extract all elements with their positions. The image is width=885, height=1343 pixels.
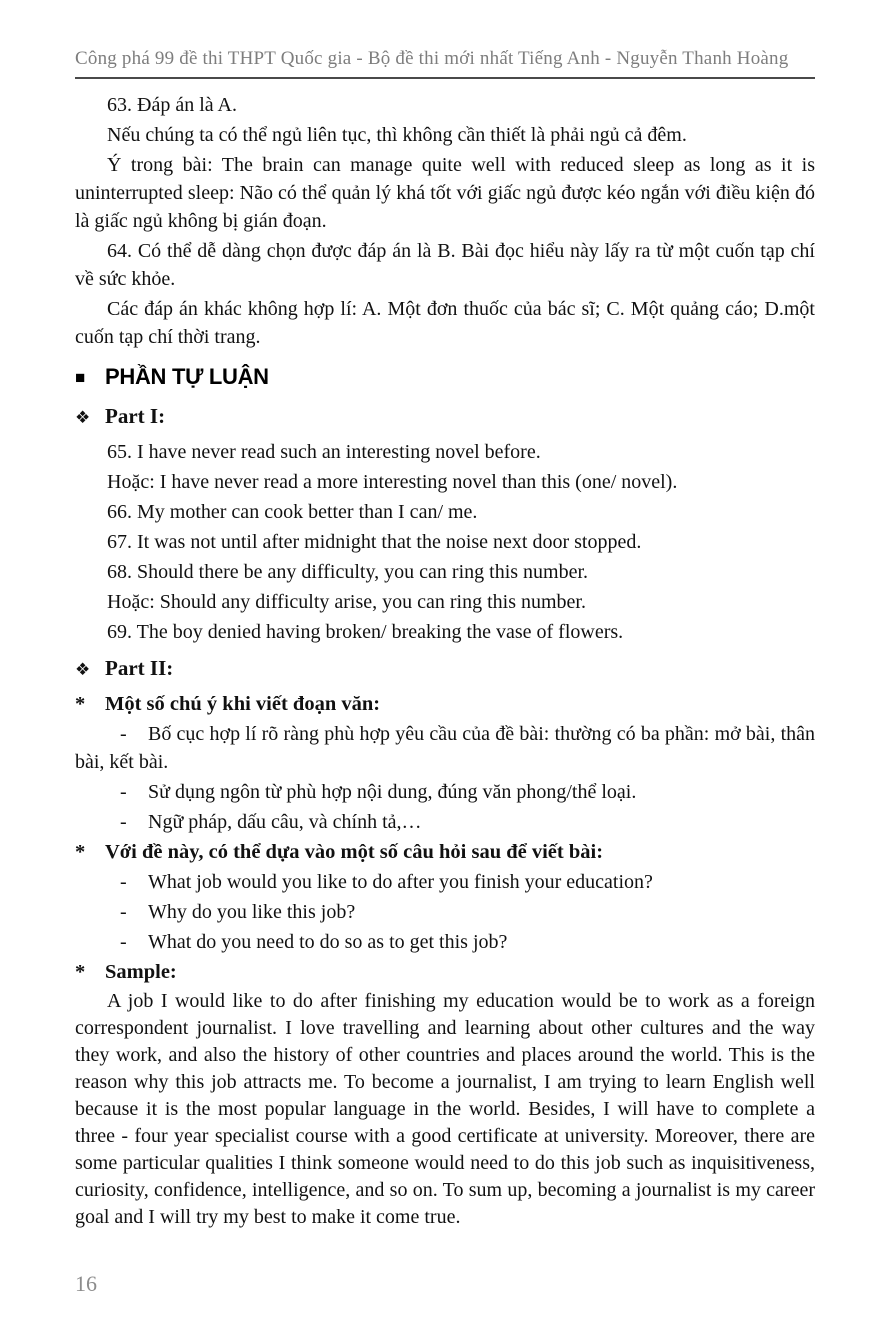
answer-64-line: Các đáp án khác không hợp lí: A. Một đơn thuốc của bác sĩ; C. Một quảng cáo; D.một cuốn tạp chí thời trang. (75, 298, 815, 348)
part1-answer-line: 69. The boy denied having broken/ breaking the vase of flowers. (107, 621, 624, 643)
answer-63-explanation: Ý trong bài: The brain can manage quite well with reduced sleep as long as it is uninterrupted sleep: Não có thể quản lý khá tốt với giấc ngủ được kéo ngắn với điều kiện đó là giấc ngủ không bị gián đoạn. (75, 154, 815, 232)
sample-heading (75, 958, 815, 986)
essay-section-heading (75, 363, 815, 392)
star-bullet-icon: * (75, 841, 86, 863)
part2-title: Part II: (105, 656, 174, 680)
notes-heading (75, 690, 815, 718)
dash-bullet-icon: - (120, 871, 127, 893)
dash-bullet-icon: - (120, 901, 127, 923)
dash-bullet-icon: - (120, 931, 127, 953)
part1-answer-line: 67. It was not until after midnight that the noise next door stopped. (107, 531, 642, 553)
star-bullet-icon: * (75, 961, 86, 983)
note-text: Bố cục hợp lí rõ ràng phù hợp yêu cầu của đề bài: thường có ba phần: mở bài, thân bài, kết bài. (75, 723, 815, 773)
note-text: Sử dụng ngôn từ phù hợp nội dung, đúng văn phong/thể loại. (148, 781, 637, 803)
part1-answer-line: 66. My mother can cook better than I can/ me. (107, 501, 478, 523)
part1-title: Part I: (105, 404, 166, 428)
questions-heading-text: Với đề này, có thể dựa vào một số câu hỏi sau để viết bài: (105, 841, 604, 863)
essay-section-title: PHẦN TỰ LUẬN (105, 364, 269, 389)
questions-heading (75, 838, 815, 866)
answer-64-line: 64. Có thể dễ dàng chọn được đáp án là B. Bài đọc hiểu này lấy ra từ một cuốn tạp chí về sức khỏe. (75, 240, 815, 290)
answer-63-line: Nếu chúng ta có thể ngủ liên tục, thì không cần thiết là phải ngủ cả đêm. (107, 124, 687, 146)
page-number: 16 (75, 1271, 97, 1296)
diamond-bullet-icon: ❖ (75, 660, 91, 679)
answer-63-line: 63. Đáp án là A. (107, 94, 237, 116)
question-text: What job would you like to do after you finish your education? (148, 871, 653, 893)
question-text: Why do you like this job? (148, 901, 356, 923)
sample-heading-text: Sample: (105, 961, 177, 983)
question-text: What do you need to do so as to get this job? (148, 931, 508, 953)
question-item (75, 928, 815, 956)
note-item (75, 808, 815, 836)
question-item (75, 898, 815, 926)
notes-heading-text: Một số chú ý khi viết đoạn văn: (105, 693, 381, 715)
note-item (75, 720, 815, 776)
note-item (75, 778, 815, 806)
running-header: Công phá 99 đề thi THPT Quốc gia - Bộ đề thi mới nhất Tiếng Anh - Nguyễn Thanh Hoàng (75, 0, 815, 79)
part2-heading (75, 654, 815, 684)
part1-answer-line: 68. Should there be any difficulty, you can ring this number. (107, 561, 589, 583)
part1-answer-line: Hoặc: Should any difficulty arise, you can ring this number. (107, 591, 586, 613)
star-bullet-icon: * (75, 693, 86, 715)
part1-answer-line: 65. I have never read such an interesting novel before. (107, 441, 541, 463)
diamond-bullet-icon: ❖ (75, 408, 91, 427)
question-item (75, 868, 815, 896)
dash-bullet-icon: - (120, 723, 127, 745)
part1-answer-line: Hoặc: I have never read a more interesting novel than this (one/ novel). (107, 471, 678, 493)
square-bullet-icon: ■ (75, 368, 85, 387)
sample-essay-paragraph: A job I would like to do after finishing my education would be to work as a foreign correspondent journalist. I love travelling and learning about other cultures and the way they work, and also the history of other countries and places around the world. This is the reason why this job attracts me. To become a journalist, I am trying to learn English well because it is the most popular language in the world. Besides, I will have to complete a three - four year specialist course with a good certificate at university. Moreover, there are some particular qualities I think someone would need to do this job such as inquisitiveness, curiosity, confidence, intelligence, and so on. To sum up, becoming a journalist is my career goal and I will try my best to make it come true. (75, 990, 815, 1228)
part1-heading (75, 402, 815, 432)
page-content (75, 79, 815, 1231)
dash-bullet-icon: - (120, 781, 127, 803)
dash-bullet-icon: - (120, 811, 127, 833)
note-text: Ngữ pháp, dấu câu, và chính tả,… (148, 811, 422, 833)
